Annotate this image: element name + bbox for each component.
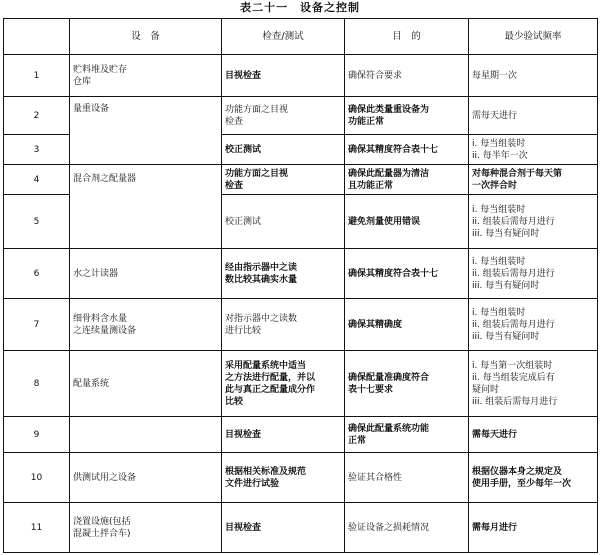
purpose-cell: 确保符合要求 [345,55,469,97]
purpose-cell: 确保此配量器为清洁 且功能正常 [345,165,469,195]
frequency-cell: i. 每当组装时 ii. 组装后需每月进行 iii. 每当有疑问时 [469,195,598,249]
row-number: 5 [4,195,70,249]
equipment-cell [70,417,222,453]
equipment-cell: 水之计读器 [70,249,222,299]
frequency-cell: i. 每当组装时 ii. 组装后需每月进行 iii. 每当有疑问时 [469,299,598,351]
table-row [4,165,598,195]
table-row [4,503,598,553]
purpose-cell: 确保配量准确度符合 表十七要求 [345,351,469,417]
row-number: 1 [4,55,70,97]
frequency-cell: i. 每当第一次组装时 ii. 每当组装完成后有 疑问时 iii. 组装后需每月进行 [469,351,598,417]
table-row [4,351,598,417]
frequency-cell: 需每天进行 [469,97,598,135]
equipment-cell: 配量系统 [70,351,222,417]
equipment-cell: 细骨料含水量 之连续量测设备 [70,299,222,351]
row-number: 11 [4,503,70,553]
check-cell: 功能方面之目视 检查 [222,165,345,195]
table-row [4,97,598,135]
equipment-cell: 供测试用之设备 [70,453,222,503]
table-row [4,417,598,453]
header-no [4,19,70,55]
row-number: 4 [4,165,70,195]
frequency-cell: 需每月进行 [469,503,598,553]
check-cell: 根据相关标准及规范 文件进行试验 [222,453,345,503]
purpose-cell: 确保其精度符合表十七 [345,135,469,165]
row-number: 6 [4,249,70,299]
table-row [4,453,598,503]
row-number: 7 [4,299,70,351]
frequency-cell: 每星期一次 [469,55,598,97]
purpose-cell: 确保其精确度 [345,299,469,351]
purpose-cell: 验证设备之损耗情况 [345,503,469,553]
equipment-cell: 贮料堆及贮存 仓库 [70,55,222,97]
check-cell: 对指示器中之读数 进行比较 [222,299,345,351]
purpose-cell: 确保此配量系统功能 正常 [345,417,469,453]
check-cell: 校正测试 [222,195,345,249]
check-cell: 功能方面之目视 检查 [222,97,345,135]
check-cell: 校正测试 [222,135,345,165]
frequency-cell: i. 每当组装时 ii. 每半年一次 [469,135,598,165]
table-row [4,299,598,351]
purpose-cell: 避免剂量使用错误 [345,195,469,249]
row-number: 3 [4,135,70,165]
check-cell: 经由指示器中之读 数比较其确实水量 [222,249,345,299]
purpose-cell: 确保其精度符合表十七 [345,249,469,299]
header-purpose: 目 的 [345,19,469,55]
purpose-cell: 确保此类量重设备为 功能正常 [345,97,469,135]
purpose-cell: 验证其合格性 [345,453,469,503]
frequency-cell: 根据仪器本身之规定及 使用手册，至少每年一次 [469,453,598,503]
table-title: 表二十一 设备之控制 [240,1,360,14]
check-cell: 目视检查 [222,417,345,453]
row-number: 9 [4,417,70,453]
equipment-control-table [3,18,598,553]
table-row [4,55,598,97]
equipment-cell: 混合剂之配量器 [70,165,222,249]
frequency-cell: 需每天进行 [469,417,598,453]
row-number: 8 [4,351,70,417]
table-row [4,249,598,299]
row-number: 10 [4,453,70,503]
frequency-cell: 对每种混合剂于每天第 一次拌合时 [469,165,598,195]
header-check: 检查/测试 [222,19,345,55]
check-cell: 目视检查 [222,503,345,553]
header-equipment: 设 备 [70,19,222,55]
row-number: 2 [4,97,70,135]
header-row [4,19,598,55]
check-cell: 目视检查 [222,55,345,97]
frequency-cell: i. 每当组装时 ii. 组装后需每月进行 iii. 每当有疑问时 [469,249,598,299]
equipment-cell: 量重设备 [70,97,222,165]
check-cell: 采用配量系统中适当 之方法进行配量，并以 此与真正之配量成分作 比较 [222,351,345,417]
equipment-cell: 浇置设施(包括 混凝土拌合车) [70,503,222,553]
header-frequency: 最少验试频率 [469,19,598,55]
